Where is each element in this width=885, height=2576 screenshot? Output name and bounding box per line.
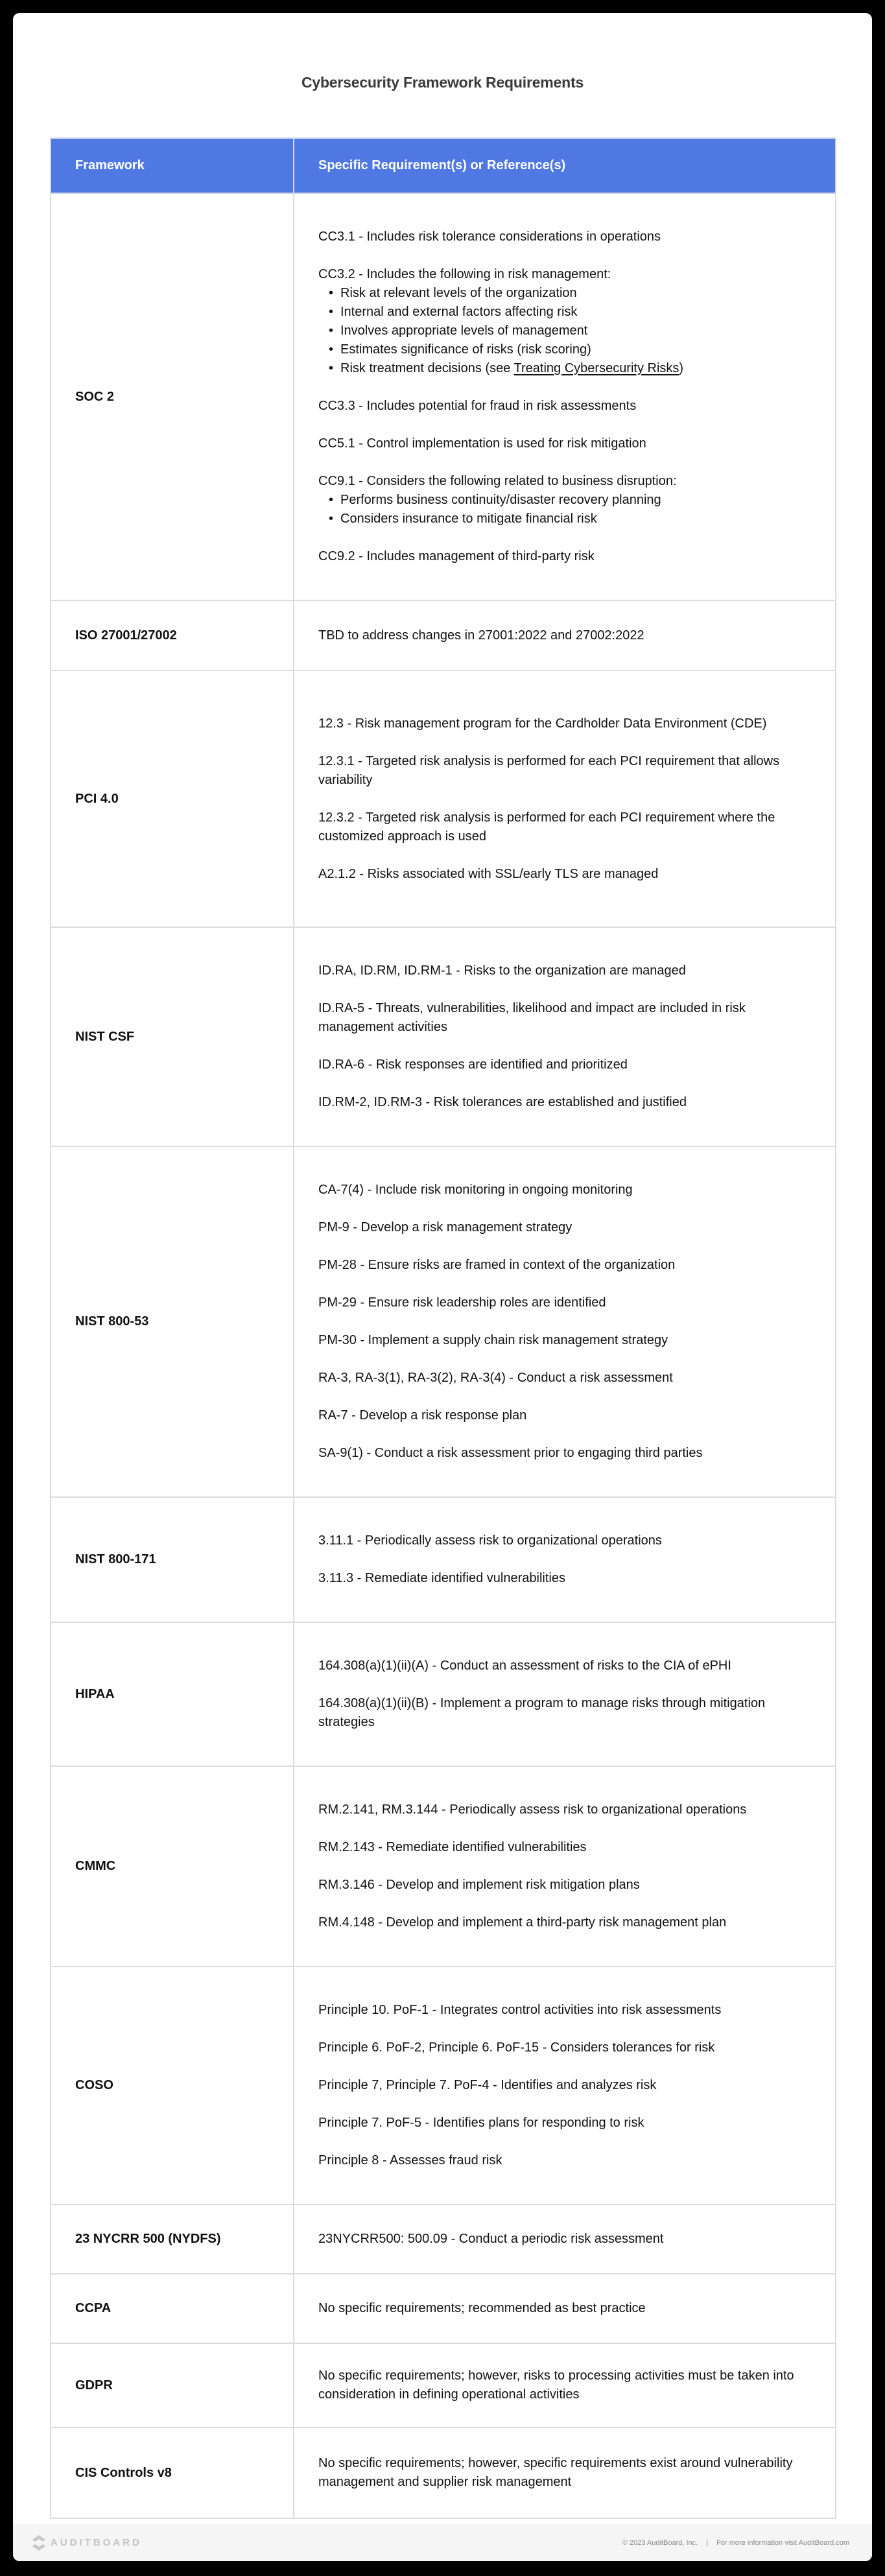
requirement-text: PM-29 - Ensure risk leadership roles are identified [318,1295,606,1310]
requirement-text: ID.RA-5 - Threats, vulnerabilities, likelihood and impact are included in risk management activities [318,1001,746,1034]
requirements-cell [294,193,836,600]
column-header-framework: Framework [51,138,294,193]
requirements-cell [294,600,836,670]
requirement-item [318,2038,811,2057]
framework-name: PCI 4.0 [51,670,294,927]
requirement-item [318,265,811,378]
bullet-item [318,359,811,378]
framework-name: COSO [51,1967,294,2204]
table-row [51,2343,836,2428]
requirement-text: 3.11.1 - Periodically assess risk to organizational operations [318,1533,662,1548]
treating-cybersecurity-risks-link[interactable]: Treating Cybersecurity Risks [513,361,679,375]
requirement-text: No specific requirements; however, risks to processing activities must be taken into consideration in defining operational activities [318,2369,794,2402]
requirement-item [318,1531,811,1550]
auditboard-logo [31,2535,142,2551]
footer-separator: | [706,2538,709,2547]
requirement-text: ID.RA, ID.RM, ID.RM-1 - Risks to the organization are managed [318,963,686,978]
table-row [51,1766,836,1967]
table-row [51,1967,836,2204]
requirement-text: PM-28 - Ensure risks are framed in context of the organization [318,1258,676,1272]
requirement-item [318,1657,811,1675]
requirement-text: RA-3, RA-3(1), RA-3(2), RA-3(4) - Conduct a risk assessment [318,1371,673,1385]
requirement-text: PM-30 - Implement a supply chain risk management strategy [318,1333,668,1347]
requirements-cell [294,670,836,927]
requirement-text: Principle 10. PoF-1 - Integrates control activities into risk assessments [318,2003,722,2017]
requirement-item [318,1444,811,1463]
requirement-item [318,1056,811,1074]
requirement-item [318,2076,811,2095]
requirement-text: Principle 8 - Assesses fraud risk [318,2153,502,2168]
table-row [51,2428,836,2518]
requirements-cell [294,1766,836,1967]
requirement-text: 3.11.3 - Remediate identified vulnerabilities [318,1571,565,1585]
requirement-text: RM.4.148 - Develop and implement a third-party risk management plan [318,1915,727,1930]
requirement-item [318,1876,811,1895]
copyright-text: © 2023 AuditBoard, Inc. [622,2538,698,2547]
table-row [51,1622,836,1766]
footer-info [622,2539,849,2547]
requirement-text: 12.3.1 - Targeted risk analysis is performed for each PCI requirement that allows variability [318,753,780,787]
requirement-bullets [318,284,811,378]
table-row [51,2204,836,2274]
requirement-item [318,1694,811,1732]
bullet-item: • Estimates significance of risks (risk scoring) [318,340,811,359]
requirement-text: 12.3 - Risk management program for the Cardholder Data Environment (CDE) [318,716,767,731]
requirement-item [318,1294,811,1312]
requirement-text: Principle 7, Principle 7. PoF-4 - Identifies and analyzes risk [318,2078,657,2092]
table-row [51,927,836,1146]
requirement-text: A2.1.2 - Risks associated with SSL/early TLS are managed [318,866,659,881]
framework-name: CIS Controls v8 [51,2428,294,2518]
requirements-cell [294,927,836,1146]
requirement-text: 164.308(a)(1)(ii)(A) - Conduct an assessment of risks to the CIA of ePHI [318,1659,731,1673]
requirement-item [318,228,811,246]
framework-name: NIST 800-53 [51,1146,294,1497]
requirement-item [318,715,811,733]
requirements-cell [294,2204,836,2274]
requirement-item [318,1838,811,1857]
requirement-text: PM-9 - Develop a risk management strategy [318,1220,572,1235]
requirement-item [318,2454,811,2492]
requirement-item [318,1801,811,1819]
requirement-text: Principle 6. PoF-2, Principle 6. PoF-15 - Considers tolerances for risk [318,2040,715,2055]
requirement-text: RM.2.141, RM.3.144 - Periodically assess risk to organizational operations [318,1802,747,1817]
requirement-item [318,2151,811,2170]
requirement-text: ID.RM-2, ID.RM-3 - Risk tolerances are established and justified [318,1095,687,1109]
requirement-item [318,999,811,1037]
requirement-text: CC3.1 - Includes risk tolerance considerations in operations [318,230,661,244]
requirements-cell [294,1146,836,1497]
requirements-cell [294,2428,836,2518]
framework-name: HIPAA [51,1622,294,1766]
requirements-cell [294,1622,836,1766]
requirements-cell [294,2343,836,2428]
requirement-bullets [318,491,811,528]
framework-name: ISO 27001/27002 [51,600,294,670]
requirement-item [318,752,811,790]
requirement-item [318,809,811,846]
table-row [51,2274,836,2343]
bullet-text: Risk treatment decisions (see [340,361,514,375]
requirement-item [318,1406,811,1425]
requirement-text: ID.RA-6 - Risk responses are identified and prioritized [318,1058,628,1072]
requirement-text: SA-9(1) - Conduct a risk assessment prior to engaging third parties [318,1446,703,1460]
requirement-item [318,2299,811,2318]
requirement-text: Principle 7. PoF-5 - Identifies plans for responding to risk [318,2116,644,2130]
table-row [51,193,836,600]
auditboard-logo-icon [31,2535,47,2551]
framework-name: SOC 2 [51,193,294,600]
requirement-text: 164.308(a)(1)(ii)(B) - Implement a program to manage risks through mitigation strategies [318,1696,766,1729]
requirement-text: CA-7(4) - Include risk monitoring in ongoing monitoring [318,1183,633,1197]
requirement-item [318,2114,811,2133]
requirement-text: No specific requirements; recommended as best practice [318,2301,646,2315]
requirements-cell [294,1967,836,2204]
requirement-text: CC5.1 - Control implementation is used for risk mitigation [318,436,646,451]
requirement-item [318,1093,811,1112]
requirement-item [318,1256,811,1275]
requirement-item [318,2367,811,2404]
framework-requirements-table [50,137,836,2519]
bullet-text: ) [679,361,684,375]
table-row [51,600,836,670]
column-header-requirements: Specific Requirement(s) or Reference(s) [294,138,836,193]
requirement-item [318,1913,811,1932]
requirement-item [318,397,811,416]
document-card [13,13,872,2561]
requirement-text: RM.3.146 - Develop and implement risk mitigation plans [318,1878,640,1892]
requirement-item [318,962,811,980]
requirement-text: CC3.3 - Includes potential for fraud in risk assessments [318,399,637,413]
requirement-item [318,865,811,884]
requirement-item [318,472,811,528]
bullet-item: • Involves appropriate levels of management [318,322,811,340]
requirement-item [318,547,811,566]
page-title: Cybersecurity Framework Requirements [301,74,584,91]
requirement-item [318,1218,811,1237]
requirement-text: 23NYCRR500: 500.09 - Conduct a periodic risk assessment [318,2232,664,2246]
requirement-text: CC9.2 - Includes management of third-party risk [318,549,595,563]
bullet-item: • Internal and external factors affecting risk [318,303,811,322]
bullet-item: • Risk at relevant levels of the organization [318,284,811,303]
table-body [51,193,836,2518]
footer [13,2524,872,2561]
requirement-item [318,2001,811,2020]
requirement-item [318,2230,811,2249]
requirement-text: RM.2.143 - Remediate identified vulnerabilities [318,1840,587,1854]
table-header-row [51,138,836,193]
bullet-item: • Performs business continuity/disaster recovery planning [318,491,811,510]
framework-name: CCPA [51,2274,294,2343]
requirements-cell [294,2274,836,2343]
requirement-item [318,626,811,645]
requirement-text: 12.3.2 - Targeted risk analysis is performed for each PCI requirement where the customized approach is used [318,810,775,844]
requirements-cell [294,1497,836,1622]
table-row [51,1497,836,1622]
framework-name: NIST CSF [51,927,294,1146]
framework-name: 23 NYCRR 500 (NYDFS) [51,2204,294,2274]
framework-name: CMMC [51,1766,294,1967]
bullet-item: • Considers insurance to mitigate financial risk [318,510,811,528]
requirement-item [318,1369,811,1388]
framework-name: GDPR [51,2343,294,2428]
requirement-item [318,1181,811,1199]
requirement-text: No specific requirements; however, specific requirements exist around vulnerability management and supplier risk management [318,2456,793,2489]
requirement-text: TBD to address changes in 27001:2022 and 27002:2022 [318,628,644,643]
logo-text: AUDITBOARD [51,2537,142,2548]
requirement-item [318,1331,811,1350]
table-row [51,670,836,927]
requirement-item [318,434,811,453]
more-info-link[interactable]: For more information visit AuditBoard.com [716,2538,849,2547]
requirement-text: CC3.2 - Includes the following in risk management: [318,267,611,281]
framework-name: NIST 800-171 [51,1497,294,1622]
requirement-text: RA-7 - Develop a risk response plan [318,1408,527,1423]
table-row [51,1146,836,1497]
requirement-text: CC9.1 - Considers the following related to business disruption: [318,474,677,488]
requirement-item [318,1569,811,1588]
